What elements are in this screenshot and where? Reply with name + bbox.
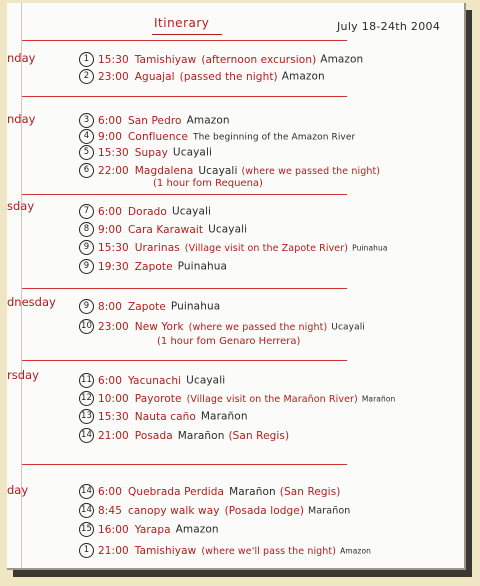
entry-time: 23:00 xyxy=(98,70,129,83)
entry-river: Puinahua xyxy=(352,243,388,253)
itinerary-entry xyxy=(79,409,248,424)
day-label: nday xyxy=(7,112,36,126)
entry-place: Zapote xyxy=(134,260,173,273)
entry-time: 15:30 xyxy=(98,410,129,423)
entry-subnote: (1 hour fom Genaro Herrera) xyxy=(157,336,301,347)
stop-number: 12 xyxy=(79,391,94,406)
entry-time: 6:00 xyxy=(98,485,122,498)
day-label: rsday xyxy=(7,368,39,382)
entry-place: Zapote xyxy=(127,300,166,313)
ruled-line xyxy=(22,288,347,289)
entry-place: New York xyxy=(134,320,184,333)
entry-river: Amazon xyxy=(340,546,371,556)
entry-time: 9:00 xyxy=(98,223,122,236)
stop-number: 9 xyxy=(79,299,94,314)
stop-number: 9 xyxy=(79,240,94,255)
itinerary-entry xyxy=(79,129,355,145)
entry-note: (passed the night) xyxy=(179,70,278,83)
day-label: dnesday xyxy=(7,295,56,309)
entry-time: 16:00 xyxy=(98,523,129,536)
entry-time: 6:00 xyxy=(98,205,122,218)
entry-place: Tamishiyaw xyxy=(134,544,197,557)
stop-number: 3 xyxy=(79,113,94,128)
itinerary-entry xyxy=(79,259,227,274)
itinerary-entry xyxy=(79,113,230,128)
stop-number: 14 xyxy=(79,428,94,443)
entry-note: (Village visit on the Marañon River) xyxy=(186,393,358,405)
stop-number: 4 xyxy=(79,129,94,144)
stop-number: 10 xyxy=(79,319,94,334)
entry-place: Quebrada Perdida xyxy=(127,485,225,498)
entry-time: 21:00 xyxy=(98,544,129,557)
stop-number: 1 xyxy=(79,52,94,67)
entry-river: Puinahua xyxy=(177,260,228,273)
entry-time: 8:00 xyxy=(98,300,122,313)
entry-river: Amazon xyxy=(175,523,219,536)
entry-place: Payorote xyxy=(134,392,182,405)
entry-place: Confluence xyxy=(127,130,189,143)
itinerary-entry xyxy=(79,319,365,335)
entry-time: 15:30 xyxy=(98,241,129,254)
entry-river: Ucayali xyxy=(171,205,212,218)
itinerary-entry xyxy=(79,52,363,67)
stop-number: 14 xyxy=(79,484,94,499)
entry-time: 15:30 xyxy=(98,53,129,66)
entry-river: The beginning of the Amazon River xyxy=(193,132,356,143)
entry-place: Yacunachi xyxy=(127,374,182,387)
entry-note: (San Regis) xyxy=(279,485,341,498)
itinerary-entry xyxy=(79,543,371,559)
entry-time: 10:00 xyxy=(98,392,129,405)
entry-river: Ucayali xyxy=(331,322,365,333)
ruled-line xyxy=(22,360,347,361)
title-underline xyxy=(152,34,222,35)
stop-number: 6 xyxy=(79,163,94,178)
entry-river: Ucayali xyxy=(208,223,248,236)
entry-subnote: (1 hour fom Requena) xyxy=(153,178,263,189)
entry-time: 8:45 xyxy=(98,504,122,517)
entry-note: (afternoon excursion) xyxy=(201,53,317,66)
date-range: July 18-24th 2004 xyxy=(337,20,441,33)
ruled-line xyxy=(22,194,347,195)
entry-place: Dorado xyxy=(127,205,167,218)
entry-place: Supay xyxy=(134,146,168,159)
entry-time: 23:00 xyxy=(98,320,129,333)
entry-river: Puinahua xyxy=(170,300,221,313)
itinerary-entry xyxy=(79,69,325,84)
entry-river: Marañon xyxy=(308,505,351,517)
entry-time: 19:30 xyxy=(98,260,129,273)
entry-place: Posada xyxy=(134,429,173,442)
entry-river: Marañon xyxy=(177,429,225,442)
ruled-line xyxy=(22,464,347,465)
entry-note: (where we'll pass the night) xyxy=(201,545,337,557)
stop-number: 13 xyxy=(79,409,94,424)
ruled-line xyxy=(22,40,347,41)
itinerary-entry xyxy=(79,163,384,179)
stop-number: 15 xyxy=(79,522,94,537)
entry-river: Marañon xyxy=(361,394,396,404)
ruled-line xyxy=(22,96,347,97)
entry-note: (Posada lodge) xyxy=(224,504,305,517)
entry-time: 15:30 xyxy=(98,146,129,159)
entry-river: Ucayali xyxy=(198,164,238,177)
entry-time: 6:00 xyxy=(98,374,122,387)
itinerary-entry xyxy=(79,484,344,499)
entry-time: 22:00 xyxy=(98,164,129,177)
entry-place: San Pedro xyxy=(127,114,182,127)
entry-river: Marañon xyxy=(200,410,248,423)
itinerary-entry xyxy=(79,373,225,388)
itinerary-entry xyxy=(79,145,212,160)
entry-river: Amazon xyxy=(320,53,364,66)
entry-place: Magdalena xyxy=(134,164,194,177)
entry-place: Urarinas xyxy=(134,241,180,254)
entry-river: Marañon xyxy=(229,485,276,498)
stop-number: 8 xyxy=(79,222,94,237)
entry-river: Amazon xyxy=(186,114,230,127)
itinerary-entry xyxy=(79,428,293,443)
entry-place: Aguajal xyxy=(134,70,175,83)
itinerary-entry xyxy=(79,240,388,256)
entry-river: Ucayali xyxy=(186,374,226,387)
entry-place: Nauta caño xyxy=(134,410,196,423)
itinerary-sheet xyxy=(7,3,466,570)
entry-place: canopy walk way xyxy=(127,504,220,517)
itinerary-entry xyxy=(79,391,395,407)
entry-river: Ucayali xyxy=(172,146,212,159)
stop-number: 11 xyxy=(79,373,94,388)
itinerary-entry xyxy=(79,503,350,519)
day-label: sday xyxy=(7,199,35,213)
entry-time: 6:00 xyxy=(98,114,122,127)
stop-number: 2 xyxy=(79,69,94,84)
entry-time: 21:00 xyxy=(98,429,129,442)
itinerary-entry xyxy=(79,204,211,219)
day-label: day xyxy=(7,483,29,497)
entry-note: (where we passed the night) xyxy=(241,165,381,177)
day-label: nday xyxy=(7,51,36,65)
stop-number: 14 xyxy=(79,503,94,518)
entry-note: (Village visit on the Zapote River) xyxy=(184,242,349,254)
stop-number: 5 xyxy=(79,145,94,160)
stop-number: 7 xyxy=(79,204,94,219)
entry-note: (where we passed the night) xyxy=(188,321,328,333)
entry-place: Yarapa xyxy=(134,523,171,536)
entry-river: Amazon xyxy=(281,70,325,83)
stop-number: 9 xyxy=(79,259,94,274)
entry-time: 9:00 xyxy=(98,130,122,143)
entry-place: Cara Karawait xyxy=(127,223,204,236)
itinerary-title: Itinerary xyxy=(154,16,210,30)
itinerary-entry xyxy=(79,222,247,237)
stop-number: 1 xyxy=(79,543,94,558)
entry-place: Tamishiyaw xyxy=(134,53,197,66)
itinerary-entry xyxy=(79,299,220,314)
entry-note: (San Regis) xyxy=(228,429,290,442)
itinerary-entry xyxy=(79,522,219,537)
